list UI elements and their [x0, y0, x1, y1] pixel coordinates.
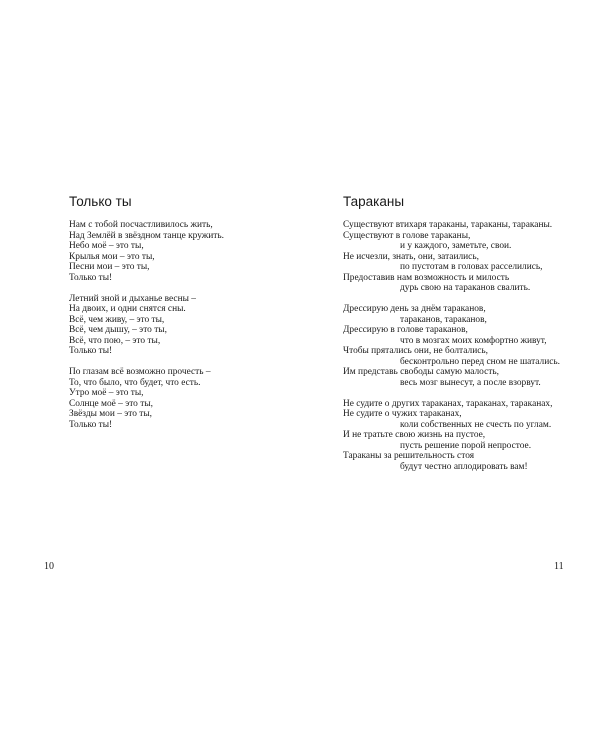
poem-line: Им представь свободы самую малость, [343, 367, 499, 377]
poem-line: Всё, чем живу, – это ты, [69, 314, 165, 325]
poem-line: На двоих, и одни снятся сны. [69, 304, 186, 314]
poem-line: коли собственных не счесть по углам. [400, 419, 552, 430]
page-number: 10 [44, 561, 54, 572]
poem-line: Тараканы за решительность стоя [343, 451, 475, 461]
poem-line: по пустотам в головах расселились, [400, 262, 543, 272]
poem-line: Солнце моё – это ты, [69, 398, 153, 409]
poem-line: весь мозг вынесут, а после взорвут. [400, 377, 541, 388]
poem-line: Только ты! [69, 346, 113, 356]
poem-body [69, 220, 224, 441]
stanza [343, 399, 560, 473]
stanza [69, 294, 224, 357]
poem-line: Существуют втихаря тараканы, тараканы, тараканы. [343, 220, 553, 230]
poem-line: дурь свою на тараканов свалить. [400, 283, 531, 293]
poem-line: Только ты! [69, 272, 113, 283]
poem-line: Чтобы прятались они, не болтались, [343, 346, 488, 356]
poem-body [343, 220, 560, 483]
poem-line: Крылья мои – это ты, [69, 251, 155, 262]
poem-line: Не исчезли, знать, они, затаились, [343, 251, 479, 262]
poem-line: Всё, чем дышу, – это ты, [69, 325, 167, 335]
poem-line: Летний зной и дыханье весны – [69, 293, 196, 304]
poem-line: По глазам всё возможно прочесть – [69, 367, 211, 377]
poem-line: Не судите о других тараканах, тараканах, тараканах, [343, 398, 553, 409]
poem-line: Дрессирую в голове тараканов, [343, 325, 468, 335]
stanza [69, 367, 224, 430]
poem-line: тараканов, тараканов, [400, 314, 487, 325]
poem-line: Небо моё – это ты, [69, 241, 144, 251]
poem-line: Нам с тобой посчастливилось жить, [69, 220, 213, 230]
poem-line: что в мозгах моих комфортно живут, [400, 335, 547, 346]
stanza [343, 304, 560, 388]
poem-line: и у каждого, заметьте, свои. [400, 241, 512, 251]
poem-line: Над Землёй в звёздном танце кружить. [69, 230, 225, 241]
poem-line: будут честно аплодировать вам! [400, 461, 528, 472]
poem-line: Предоставив нам возможность и милость [343, 272, 510, 283]
poem-title: Тараканы [343, 194, 405, 209]
page-number: 11 [554, 561, 564, 572]
stanza [69, 220, 224, 283]
stanza [343, 220, 560, 294]
poem-line: Утро моё – это ты, [69, 388, 144, 398]
poem-line: Звёзды мои – это ты, [69, 409, 153, 419]
poem-line: Только ты! [69, 419, 113, 430]
poem-line: Существуют в голове тараканы, [343, 230, 471, 241]
right-page [300, 0, 600, 750]
poem-line: бесконтрольно перед сном не шатались. [400, 356, 561, 367]
poem-line: Всё, что пою, – это ты, [69, 335, 161, 346]
poem-line: Не судите о чужих тараканах, [343, 409, 462, 419]
poem-title: Только ты [69, 194, 132, 209]
poem-line: И не тратьте свою жизнь на пустое, [343, 430, 486, 440]
poem-line: Дрессирую день за днём тараканов, [343, 304, 486, 314]
poem-line: Песни мои – это ты, [69, 262, 150, 272]
poem-line: То, что было, что будет, что есть. [69, 377, 201, 388]
poem-line: пусть решение порой непростое. [400, 440, 532, 451]
